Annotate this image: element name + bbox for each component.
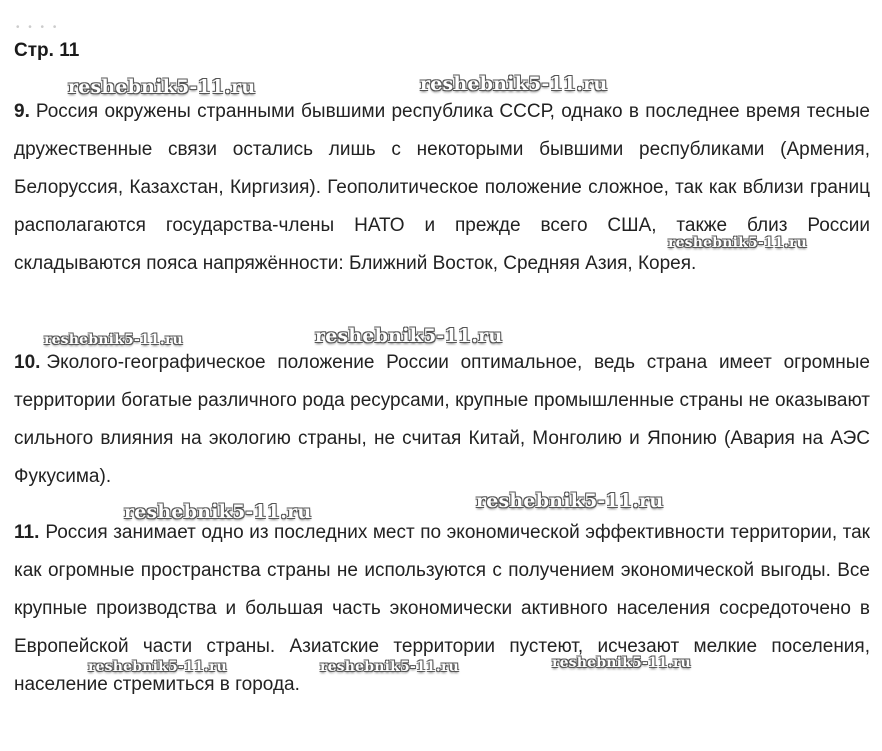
watermark: reshebnik5-11.ru <box>668 235 807 251</box>
paragraph-text: Эколого-географическое положение России оптимальное, ведь страна имеет огромные территории богатые различного рода ресурсами, крупные промышленные страны не оказывают сильного влияния на экологию страны, не считая Китай, Монголию и Японию (Авария на АЭС Фукусима). <box>14 352 870 487</box>
paragraph-9 <box>14 93 870 283</box>
paragraph-number: 9. <box>14 101 30 122</box>
watermark: reshebnik5-11.ru <box>420 73 608 95</box>
paragraph-11 <box>14 514 870 704</box>
watermark: reshebnik5-11.ru <box>124 501 312 523</box>
watermark: reshebnik5-11.ru <box>552 655 691 671</box>
watermark: reshebnik5-11.ru <box>320 659 459 675</box>
decorative-dots: • • • • <box>16 22 60 33</box>
paragraph-number: 11. <box>14 522 40 543</box>
page-label: Стр. 11 <box>14 40 80 61</box>
watermark: reshebnik5-11.ru <box>476 490 664 512</box>
paragraph-number: 10. <box>14 352 41 373</box>
watermark: reshebnik5-11.ru <box>68 76 256 98</box>
watermark: reshebnik5-11.ru <box>88 659 227 675</box>
watermark: reshebnik5-11.ru <box>315 325 503 347</box>
paragraph-text: Россия занимает одно из последних мест по экономической эффективности территории, так как огромные пространства страны не используются с получением экономической выгоды. Все крупные производства и большая часть экономически активного населения сосредоточено в Европейской части страны. Азиатские территории пустеют, исчезают мелкие поселения, население стремиться в города. <box>14 522 870 695</box>
watermark: reshebnik5-11.ru <box>44 332 183 348</box>
paragraph-text: Россия окружены странными бывшими республика СССР, однако в последнее время тесные дружественные связи остались лишь с некоторыми бывшими республиками (Армения, Белоруссия, Казахстан, Киргизия). Геополитическое положение сложное, так как вблизи границ располагаются государства-члены НАТО и прежде всего США, также близ России складываются пояса напряжённости: Ближний Восток, Средняя Азия, Корея. <box>14 101 870 274</box>
paragraph-10 <box>14 344 870 496</box>
